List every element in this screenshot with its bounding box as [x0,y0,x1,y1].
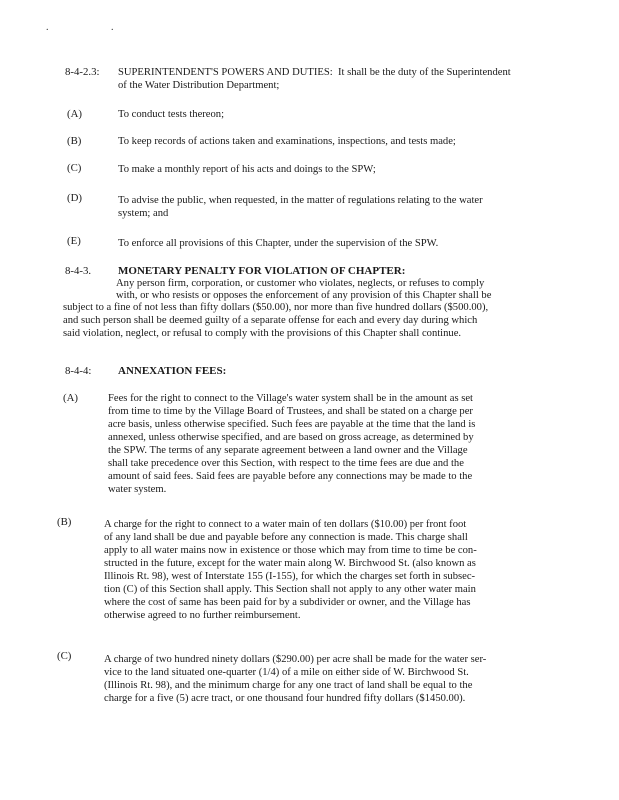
item-text-b: To keep records of actions taken and examinations, inspections, and tests made; [118,136,456,147]
item-text-e: To enforce all provisions of this Chapter, under the supervision of the SPW. [118,238,439,249]
section-number-8-4-2-3: 8-4-2.3: [65,66,100,78]
fee-a-line-5: the SPW. The terms of any separate agreement between a land owner and the Village [108,445,468,456]
section-heading-8-4-3: MONETARY PENALTY FOR VIOLATION OF CHAPTER: [118,265,406,277]
item-text-c: To make a monthly report of his acts and doings to the SPW; [118,164,376,175]
fee-b-line-1: A charge for the right to connect to a water main of ten dollars ($10.00) per front foot [104,519,467,530]
fee-b-line-3: apply to all water mains now in existence or those which may from time to time be con- [104,545,477,556]
item-text-d-line2: system; and [118,208,169,219]
fee-label-a: (A) [63,392,78,404]
item-label-a: (A) [67,108,82,120]
section-intro-line2-8-4-2-3: of the Water Distribution Department; [118,80,280,91]
fee-b-line-8: otherwise agreed to no further reimbursement. [104,610,301,621]
fee-b-line-6: tion (C) of this Section shall apply. This Section shall not apply to any other water main [104,584,476,595]
section-intro-8-4-2-3: It shall be the duty of the Superintendent [337,67,511,78]
fee-b-line-7: where the cost of same has been paid for by a subdivider or owner, and the Village has [104,597,471,608]
page-marks: . . [46,22,144,33]
fee-b-line-4: structed in the future, except for the water main along W. Birchwood St. (also known as [104,558,476,569]
fee-c-line-1: A charge of two hundred ninety dollars ($290.00) per acre shall be made for the water ser- [104,654,487,665]
section-number-8-4-3: 8-4-3. [65,265,92,277]
penalty-line-2: with, or who resists or opposes the enforcement of any provision of this Chapter shall be [116,290,492,301]
penalty-line-5: said violation, neglect, or refusal to comply with the provisions of this Chapter shall continue. [63,328,462,339]
item-label-b: (B) [67,135,82,147]
section-number-8-4-4: 8-4-4: [65,365,92,377]
fee-a-line-2: from time to time by the Village Board of Trustees, and shall be stated on a charge per [108,406,473,417]
fee-b-line-5: Illinois Rt. 98), west of Interstate 155 (I-155), for which the charges set forth in subsec- [104,571,476,582]
item-text-a: To conduct tests thereon; [118,109,225,120]
fee-c-line-3: (Illinois Rt. 98), and the minimum charge for any one tract of land shall be equal to the [104,680,473,691]
fee-a-line-3: acre basis, unless otherwise specified. Such fees are payable at the time that the land is [108,419,476,430]
fee-a-line-1: Fees for the right to connect to the Village's water system shall be in the amount as set [108,393,474,404]
item-label-e: (E) [67,235,81,247]
fee-a-line-6: shall take precedence over this Section, with respect to the time fees are due and the [108,458,464,469]
fee-label-b: (B) [57,516,72,528]
fee-a-line-8: water system. [108,484,167,495]
penalty-line-3: subject to a fine of not less than fifty dollars ($50.00), nor more than five hundred dollars ($500.00), [63,302,489,313]
fee-label-c: (C) [57,650,72,662]
fee-a-line-7: amount of said fees. Said fees are payable before any connections may be made to the [108,471,473,482]
section-heading-8-4-4: ANNEXATION FEES: [118,365,227,377]
fee-c-line-4: charge for a five (5) acre tract, or one thousand four hundred fifty dollars ($1450.00). [104,693,466,704]
item-label-c: (C) [67,162,82,174]
fee-a-line-4: annexed, unless otherwise specified, and are based on gross acreage, as determined by [108,432,474,443]
item-label-d: (D) [67,192,82,204]
item-text-d-line1: To advise the public, when requested, in the matter of regulations relating to the water [118,195,483,206]
penalty-line-4: and such person shall be deemed guilty of a separate offense for each and every day during which [63,315,478,326]
section-line-8-4-2-3 [118,67,511,79]
fee-c-line-2: vice to the land situated one-quarter (1/4) of a mile on either side of W. Birchwood St. [104,667,469,678]
penalty-line-1: Any person firm, corporation, or customer who violates, neglects, or refuses to comply [116,278,485,289]
fee-b-line-2: of any land shall be due and payable before any connection is made. This charge shall [104,532,468,543]
section-heading-8-4-2-3: SUPERINTENDENT'S POWERS AND DUTIES: [118,67,333,78]
